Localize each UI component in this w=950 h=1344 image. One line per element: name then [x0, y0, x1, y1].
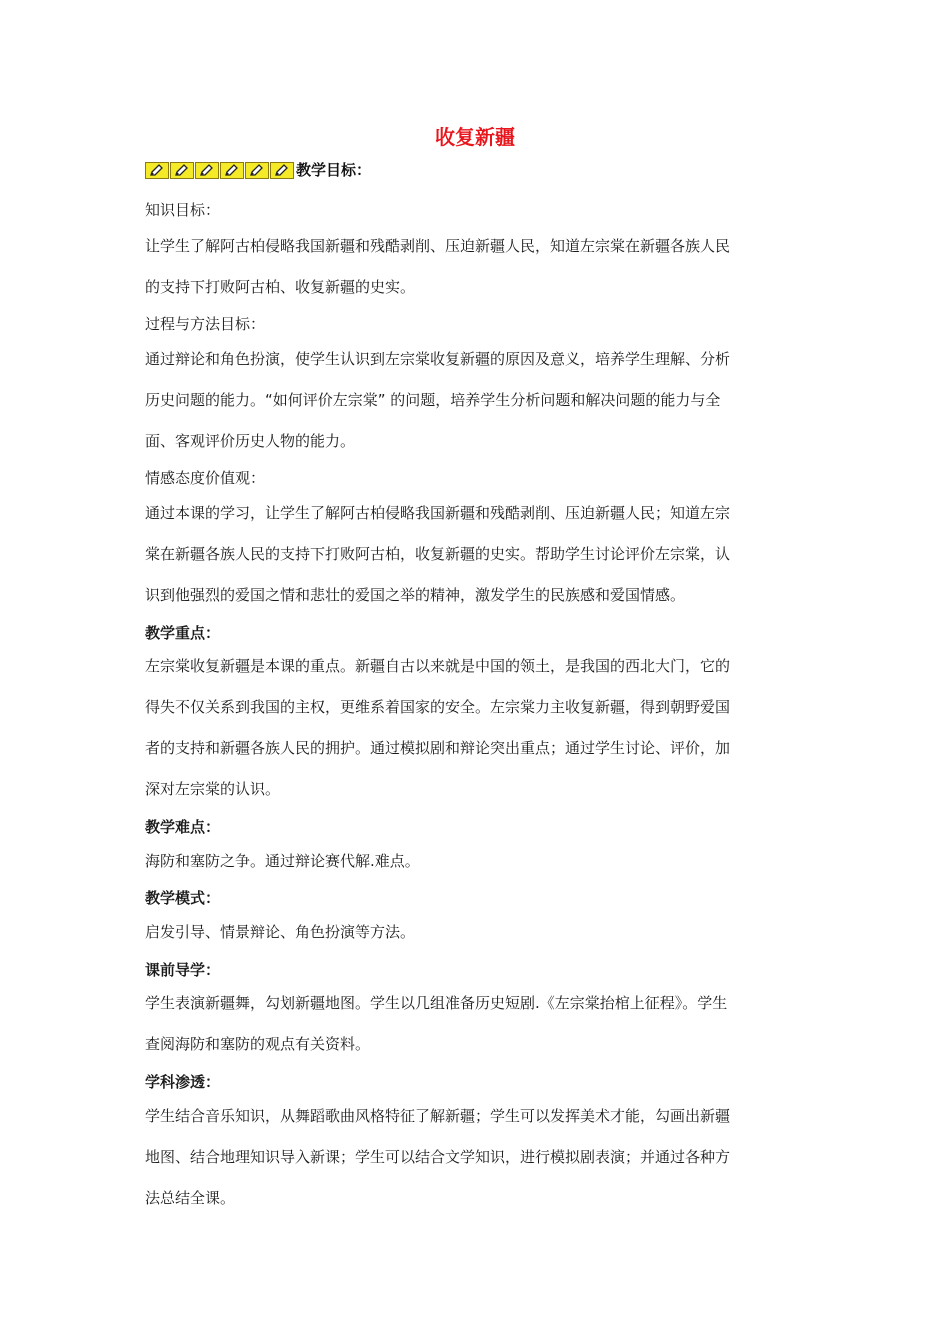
pencil-icon: [220, 162, 244, 179]
pencil-icon: [195, 162, 219, 179]
page-title: 收复新疆: [435, 125, 515, 149]
emotion-label: 情感态度价值观：: [145, 469, 266, 487]
preview-paragraph: [145, 983, 807, 1065]
pencil-icon: [170, 162, 194, 179]
difficulty-heading: 教学难点：: [145, 818, 221, 836]
paragraph-line: 棠在新疆各族人民的支持下打败阿古柏，收复新疆的史实。帮助学生讨论评价左宗棠，认: [145, 545, 731, 563]
paragraph-line: 让学生了解阿古柏侵略我国新疆和残酷剥削、压迫新疆人民，知道左宗棠在新疆各族人民: [145, 237, 731, 255]
paragraph-line: 启发引导、情景辩论、角色扮演等方法。: [145, 923, 416, 941]
difficulty-paragraph: [145, 841, 807, 882]
pencil-icon: [270, 162, 294, 179]
paragraph-line: 学生结合音乐知识，从舞蹈歌曲风格特征了解新疆；学生可以发挥美术才能，勾画出新疆: [145, 1107, 731, 1125]
paragraph-line: 得失不仅关系到我国的主权，更维系着国家的安全。左宗棠力主收复新疆，得到朝野爱国: [145, 698, 731, 716]
key-points-paragraph: [145, 646, 807, 810]
emotion-paragraph: [145, 493, 807, 616]
paragraph-line: 左宗棠收复新疆是本课的重点。新疆自古以来就是中国的领土，是我国的西北大门，它的: [145, 657, 731, 675]
paragraph-line: 通过辩论和角色扮演，使学生认识到左宗棠收复新疆的原因及意义，培养学生理解、分析: [145, 350, 731, 368]
pencil-icon: [245, 162, 269, 179]
paragraph-line: 法总结全课。: [145, 1189, 236, 1207]
paragraph-line: 通过本课的学习，让学生了解阿古柏侵略我国新疆和残酷剥削、压迫新疆人民；知道左宗: [145, 504, 731, 522]
paragraph-line: 海防和塞防之争。通过辩论赛代解.难点。: [145, 852, 420, 870]
key-points-heading: 教学重点：: [145, 624, 221, 642]
integration-paragraph: [145, 1096, 807, 1219]
paragraph-line: 查阅海防和塞防的观点有关资料。: [145, 1035, 371, 1053]
pencil-icon-strip: [145, 162, 295, 179]
paragraph-line: 面、客观评价历史人物的能力。: [145, 432, 356, 450]
paragraph-line: 学生表演新疆舞，勾划新疆地图。学生以几组准备历史短剧.《左宗棠抬棺上征程》。学生: [145, 994, 728, 1012]
paragraph-line: 深对左宗棠的认识。: [145, 780, 281, 798]
mode-heading: 教学模式：: [145, 889, 221, 907]
pencil-icon: [145, 162, 169, 179]
knowledge-label: 知识目标：: [145, 201, 221, 219]
integration-heading: 学科渗透：: [145, 1073, 221, 1091]
process-paragraph: [145, 339, 807, 462]
knowledge-paragraph: [145, 226, 807, 308]
paragraph-line: 识到他强烈的爱国之情和悲壮的爱国之举的精神，激发学生的民族感和爱国情感。: [145, 586, 686, 604]
paragraph-line: 者的支持和新疆各族人民的拥护。通过模拟剧和辩论突出重点；通过学生讨论、评价，加: [145, 739, 731, 757]
preview-heading: 课前导学：: [145, 961, 221, 979]
process-label: 过程与方法目标：: [145, 315, 266, 333]
paragraph-line: 历史问题的能力。“如何评价左宗棠” 的问题，培养学生分析问题和解决问题的能力与全: [145, 391, 721, 409]
objectives-heading: 教学目标：: [296, 161, 372, 179]
paragraph-line: 地图、结合地理知识导入新课；学生可以结合文学知识，进行模拟剧表演；并通过各种方: [145, 1148, 731, 1166]
objectives-heading-row: [145, 159, 371, 181]
paragraph-line: 的支持下打败阿古柏、收复新疆的史实。: [145, 278, 416, 296]
mode-paragraph: [145, 912, 807, 953]
